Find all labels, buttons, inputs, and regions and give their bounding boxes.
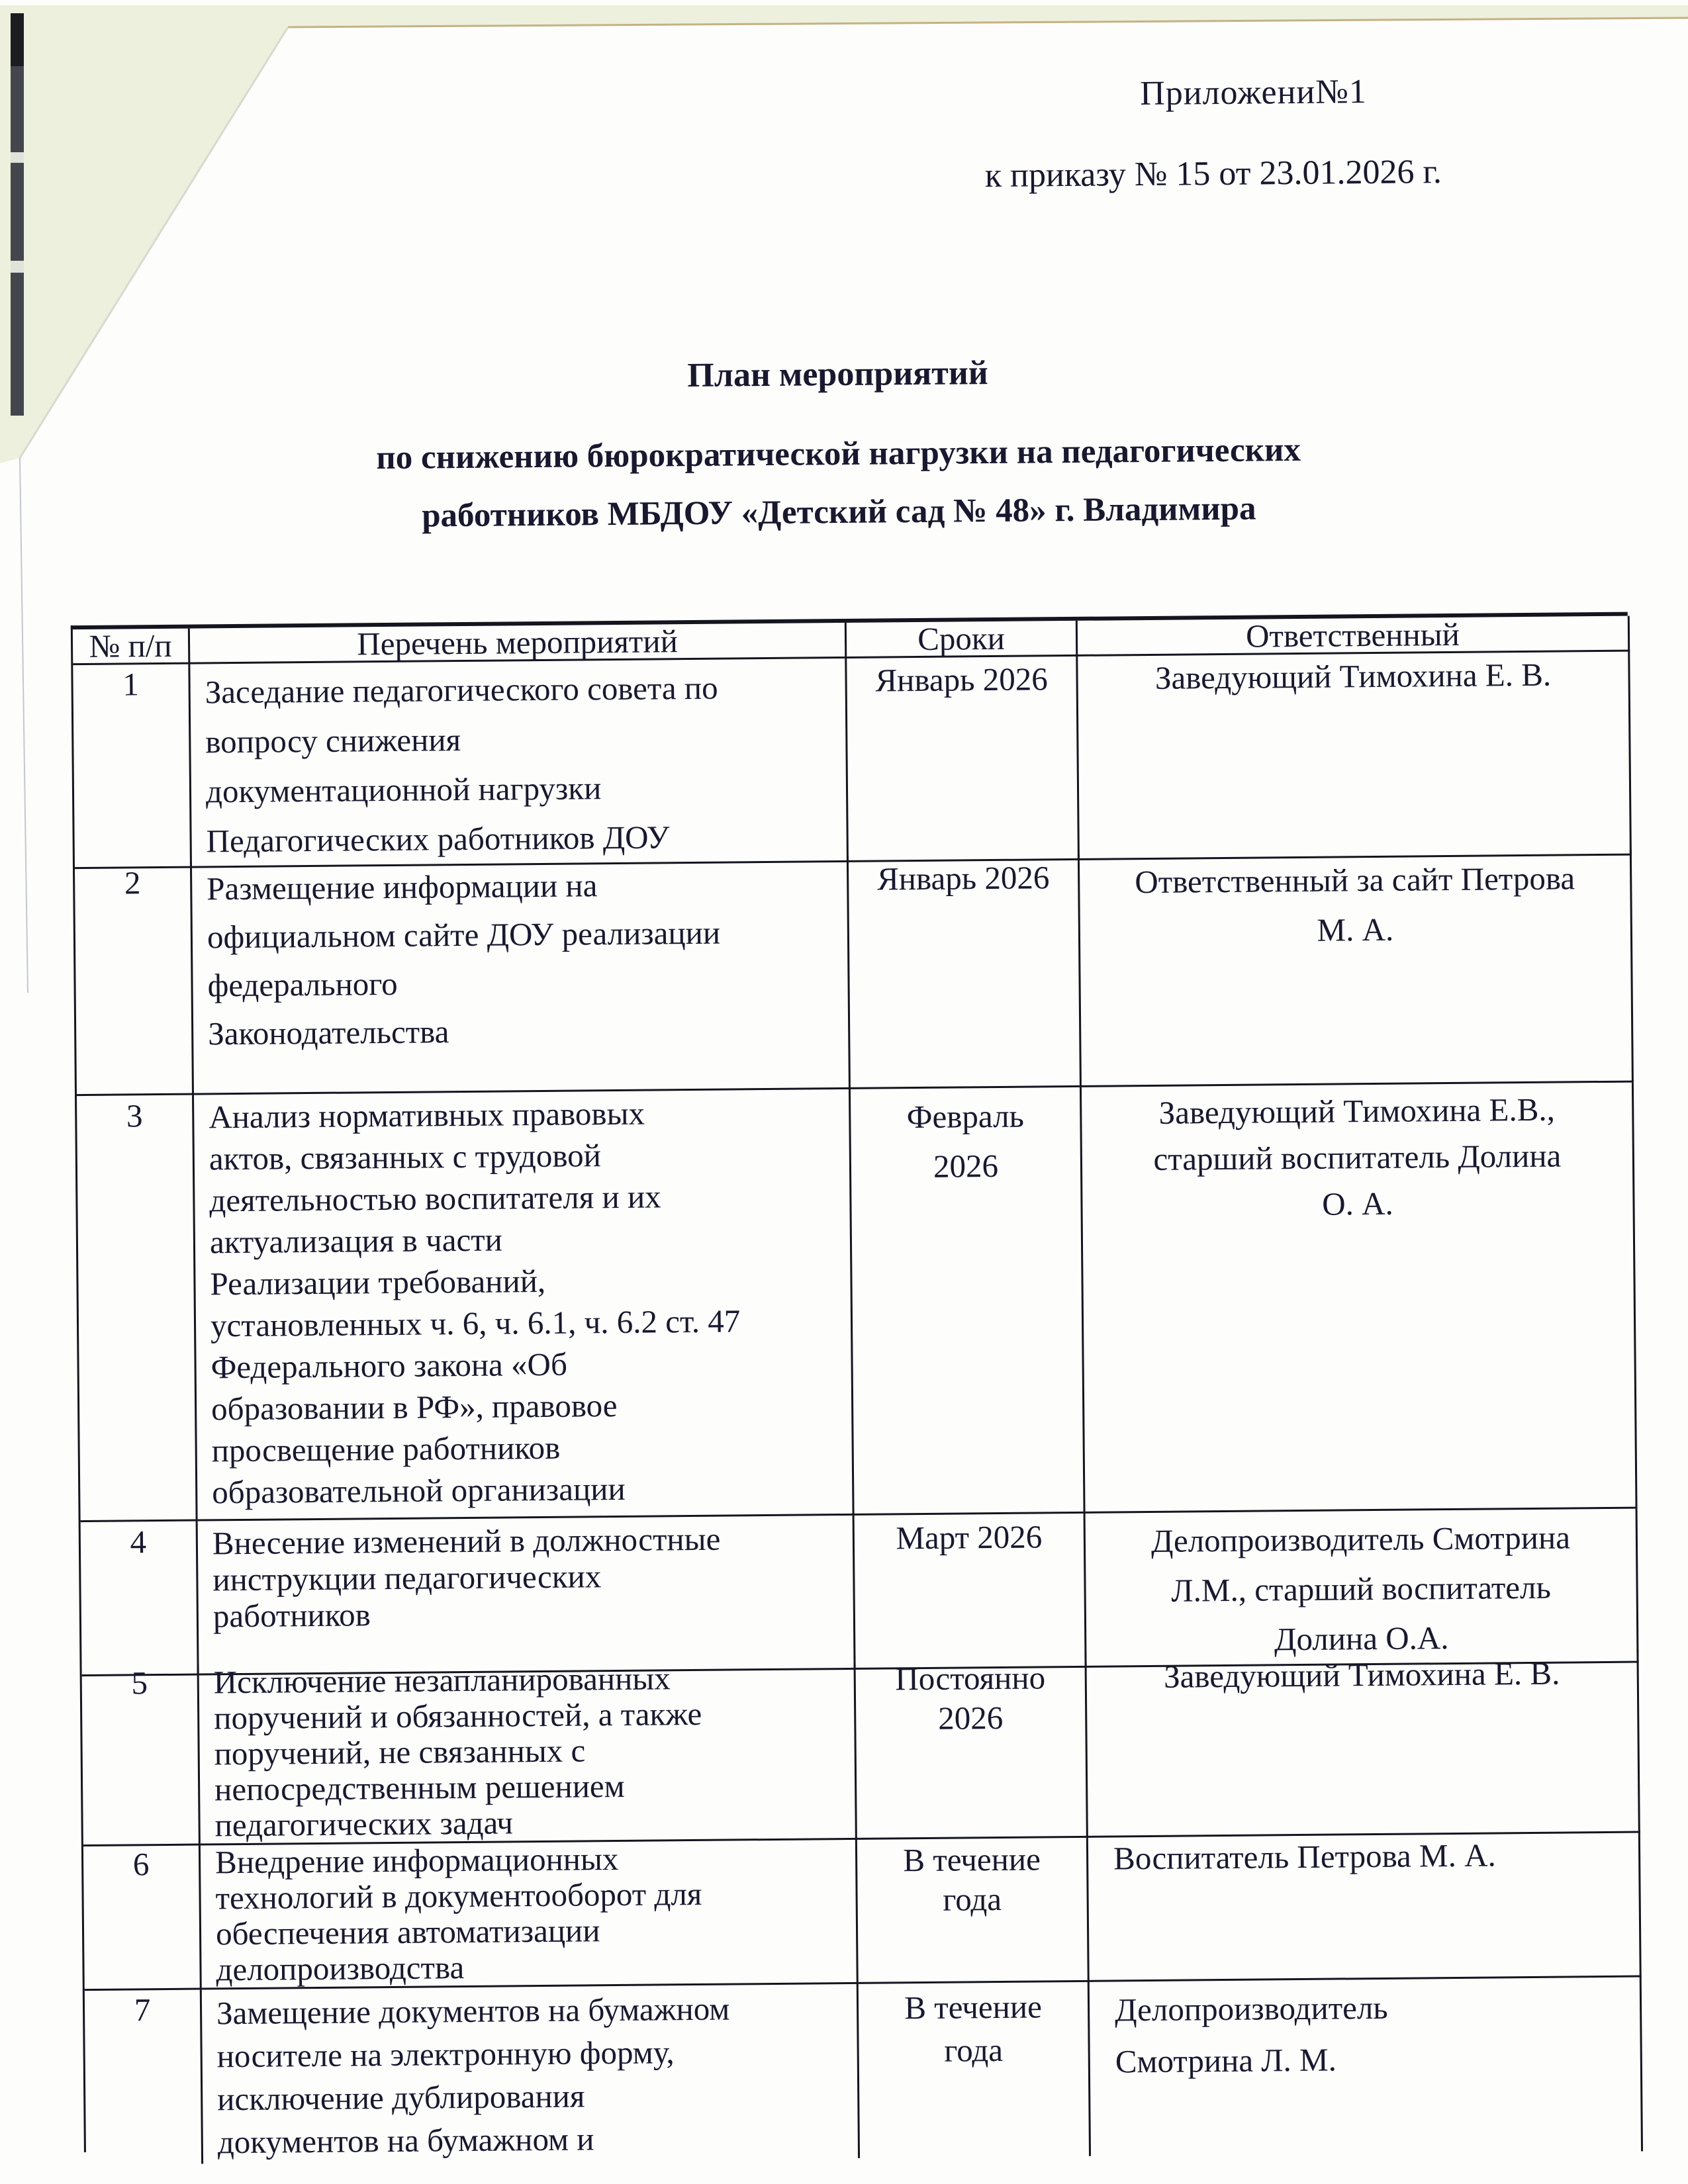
header-term: Сроки — [847, 621, 1078, 659]
row-term: В течение года — [857, 1836, 1090, 1984]
row-responsible: Воспитатель Петрова М. А. — [1088, 1831, 1642, 1982]
row-activity: Заседание педагогического совета по вопросу снижения документационной нагрузки Педагогических работников ДОУ — [190, 658, 849, 868]
table-row — [81, 1509, 1637, 1663]
row-activity: Размещение информации на официальном сайте ДОУ реализации федерального Законодательства — [192, 856, 851, 1095]
row-activity: Замещение документов на бумажном носителе на электронную форму, исключение дублирования документов на бумажном и — [202, 1983, 860, 2164]
table-row — [73, 651, 1630, 863]
row-term: Март 2026 — [855, 1514, 1087, 1670]
row-term: Январь 2026 — [849, 854, 1082, 1089]
row-term: Февраль 2026 — [851, 1087, 1086, 1516]
document-title: План мероприятий — [687, 354, 988, 395]
row-responsible: Заведующий Тимохина Е. В. — [1086, 1650, 1640, 1838]
row-term: В течение года — [859, 1981, 1091, 2158]
row-term: Январь 2026 — [847, 656, 1080, 862]
row-responsible: Делопроизводитель Смотрина Л.М., старший воспитатель Долина О.А. — [1086, 1509, 1639, 1668]
row-responsible: Ответственный за сайт Петрова М. А. — [1080, 850, 1634, 1087]
row-activity: Внесение изменений в должностные инструкции педагогических работников — [198, 1516, 856, 1676]
table-row — [81, 1650, 1638, 1844]
row-num: 5 — [81, 1662, 200, 1847]
row-num: 1 — [73, 664, 192, 870]
row-num: 4 — [81, 1522, 199, 1677]
plan-table — [71, 612, 1641, 2161]
header-responsible: Ответственный — [1078, 616, 1630, 657]
header-activity: Перечень мероприятий — [190, 623, 847, 664]
table-row — [83, 1831, 1640, 1990]
row-num: 6 — [83, 1844, 202, 1991]
row-num: 2 — [75, 862, 194, 1097]
appendix-label: Приложени№1 — [1139, 73, 1368, 113]
row-responsible: Заведующий Тимохина Е.В., старший воспитатель Долина О. А. — [1082, 1083, 1638, 1514]
document-subtitle: по снижению бюрократической нагрузки на педагогических работников МБДОУ «Детский сад № 48» г. Владимира — [376, 431, 1301, 535]
row-responsible: Заведующий Тимохина Е. В. — [1078, 651, 1632, 860]
row-activity: Анализ нормативных правовых актов, связанных с трудовой деятельностью воспитателя и их актуализация в части Реализации требований, установленных ч. 6, ч. 6.1, ч. 6.2 ст. 47 Федерального закона «Об образовании в РФ», правовое просвещение работников образовательной организации — [194, 1089, 855, 1522]
row-activity: Исключение незапланированных поручений и обязанностей, а также поручений, не связанных с непосредственным решением педагогических задач — [199, 1657, 857, 1846]
table-row — [75, 850, 1632, 1096]
row-num: 3 — [77, 1095, 198, 1523]
row-term: Постоянно 2026 — [855, 1655, 1088, 1840]
row-num: 7 — [85, 1989, 203, 2165]
table-row — [77, 1083, 1636, 1522]
row-activity: Внедрение информационных технологий в документооборот для обеспечения автоматизации делопроизводства — [201, 1838, 859, 1990]
order-reference-line: к приказу № 15 от 23.01.2026 г. — [984, 153, 1442, 195]
table-row — [85, 1977, 1641, 2161]
header-num: № п/п — [73, 629, 190, 666]
row-responsible: Делопроизводитель Смотрина Л. М. — [1090, 1977, 1643, 2156]
